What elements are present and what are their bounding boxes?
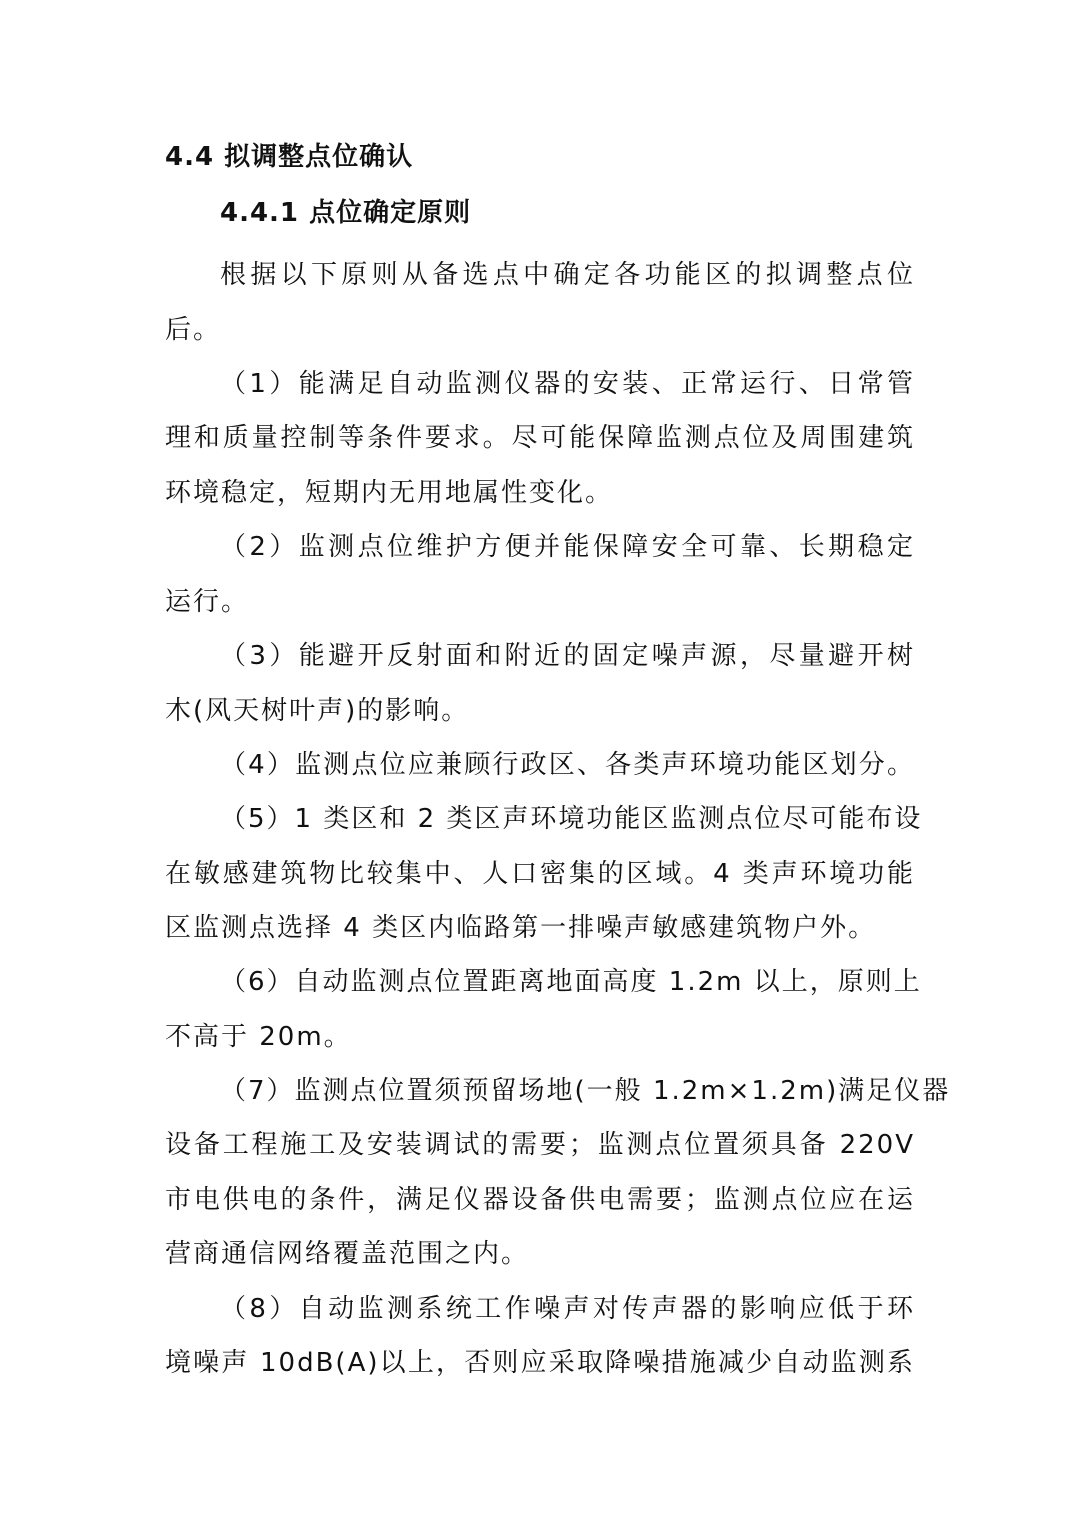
paragraph-line: （1）能满足自动监测仪器的安装、正常运行、日常管	[220, 369, 915, 399]
paragraph-line: （7）监测点位置须预留场地(一般 1.2m×1.2m)满足仪器	[220, 1076, 951, 1106]
paragraph-line: 境噪声 10dB(A)以上，否则应采取降噪措施减少自动监测系	[165, 1348, 915, 1378]
paragraph-line: 木(风天树叶声)的影响。	[165, 696, 470, 726]
paragraph-line: 理和质量控制等条件要求。尽可能保障监测点位及周围建筑	[165, 423, 915, 453]
paragraph-line: （8）自动监测系统工作噪声对传声器的影响应低于环	[220, 1294, 915, 1324]
paragraph-line: 市电供电的条件，满足仪器设备供电需要；监测点位应在运	[165, 1185, 915, 1215]
subsection-heading: 4.4.1 点位确定原则	[220, 198, 472, 228]
section-heading: 4.4 拟调整点位确认	[165, 142, 414, 172]
paragraph-line: （6）自动监测点位置距离地面高度 1.2m 以上，原则上	[220, 967, 922, 997]
paragraph-line: 营商通信网络覆盖范围之内。	[165, 1239, 530, 1269]
paragraph-line: （2）监测点位维护方便并能保障安全可靠、长期稳定	[220, 532, 915, 562]
paragraph-line: 设备工程施工及安装调试的需要；监测点位置须具备 220V	[165, 1130, 915, 1160]
paragraph-line: 环境稳定，短期内无用地属性变化。	[165, 478, 614, 508]
paragraph-line: 区监测点选择 4 类区内临路第一排噪声敏感建筑物户外。	[165, 913, 877, 943]
paragraph-line: 根据以下原则从备选点中确定各功能区的拟调整点位	[220, 260, 915, 290]
paragraph-line: （5）1 类区和 2 类区声环境功能区监测点位尽可能布设	[220, 804, 923, 834]
paragraph-line: 运行。	[165, 587, 250, 617]
paragraph-line: （3）能避开反射面和附近的固定噪声源，尽量避开树	[220, 641, 915, 671]
paragraph-line: 后。	[165, 315, 222, 345]
paragraph-line: 不高于 20m。	[165, 1022, 352, 1052]
paragraph-line: （4）监测点位应兼顾行政区、各类声环境功能区划分。	[220, 750, 915, 780]
paragraph-line: 在敏感建筑物比较集中、人口密集的区域。4 类声环境功能	[165, 859, 915, 889]
